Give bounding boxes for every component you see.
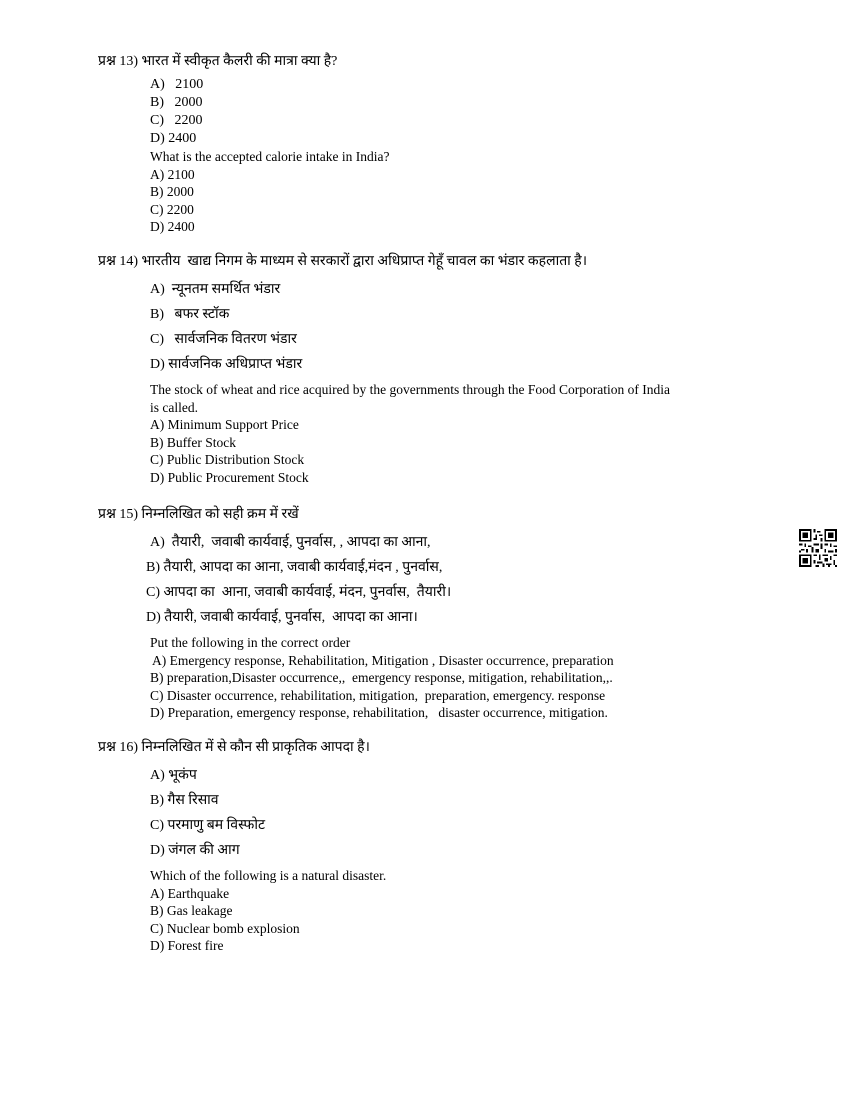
q16-english-question: Which of the following is a natural disaster. — [150, 868, 387, 883]
q15-english-option-b: B) preparation,Disaster occurrence,, emergency response, mitigation, rehabilitation,,. — [150, 670, 613, 686]
q14-hindi-option-a: A) न्यूनतम समर्थित भंडार — [150, 282, 281, 297]
q13-english-option-c: C) 2200 — [150, 201, 194, 217]
q13-hindi-option-c: C) 2200 — [150, 113, 203, 128]
q14-english-option-c: C) Public Distribution Stock — [150, 452, 305, 468]
q15-english-option-d: D) Preparation, emergency response, rehabilitation, disaster occurrence, mitigation. — [150, 705, 608, 721]
question-16 — [98, 739, 818, 955]
question-14-english — [150, 381, 818, 487]
question-15-hindi: प्रश्न 15) निम्नलिखित को सही क्रम में रखें — [98, 507, 299, 522]
q13-english-question: What is the accepted calorie intake in India? — [150, 149, 390, 164]
question-13-hindi: प्रश्न 13) भारत में स्वीकृत कैलरी की मात्रा क्या है? — [98, 54, 338, 69]
q13-hindi-option-b: B) 2000 — [150, 95, 203, 110]
q14-hindi-option-c: C) सार्वजनिक वितरण भंडार — [150, 332, 297, 347]
question-13-hindi-options — [150, 76, 818, 148]
q14-english-option-a: A) Minimum Support Price — [150, 417, 299, 433]
q13-hindi-option-d: D) 2400 — [150, 131, 197, 146]
q14-hindi-option-d: D) सार्वजनिक अधिप्राप्त भंडार — [150, 357, 303, 372]
question-16-hindi-options — [150, 763, 818, 863]
q16-english-option-b: B) Gas leakage — [150, 903, 233, 919]
question-13-english — [150, 148, 818, 236]
q16-hindi-option-a: A) भूकंप — [150, 768, 197, 783]
q16-hindi-option-b: B) गैस रिसाव — [150, 793, 219, 808]
question-15-hindi-options — [146, 530, 818, 630]
q14-hindi-option-b: B) बफर स्टॉक — [150, 307, 230, 322]
q15-hindi-option-b: B) तैयारी, आपदा का आना, जवाबी कार्यवाई,मंदन , पुनर्वास, — [146, 560, 443, 575]
q16-english-option-d: D) Forest fire — [150, 938, 224, 954]
question-16-hindi: प्रश्न 16) निम्नलिखित में से कौन सी प्राकृतिक आपदा है। — [98, 740, 370, 755]
q16-english-option-a: A) Earthquake — [150, 885, 230, 901]
q15-english-question: Put the following in the correct order — [150, 635, 351, 650]
q16-english-option-c: C) Nuclear bomb explosion — [150, 920, 300, 936]
q15-english-option-a: A) Emergency response, Rehabilitation, Mitigation , Disaster occurrence, preparation — [152, 652, 614, 668]
question-16-english — [150, 867, 818, 955]
q14-english-option-d: D) Public Procurement Stock — [150, 469, 309, 485]
q13-english-option-b: B) 2000 — [150, 184, 194, 200]
q13-english-option-d: D) 2400 — [150, 219, 195, 235]
q15-hindi-option-a: A) तैयारी, जवाबी कार्यवाई, पुनर्वास, , आपदा का आना, — [150, 535, 431, 550]
q16-hindi-option-d: D) जंगल की आग — [150, 843, 240, 858]
question-14-hindi: प्रश्न 14) भारतीय खाद्य निगम के माध्यम से सरकारों द्वारा अधिप्राप्त गेहूँ चावल का भंडार कहलाता है। — [98, 254, 588, 269]
q14-english-question-line-2: is called. — [150, 399, 198, 415]
q15-hindi-option-c: C) आपदा का आना, जवाबी कार्यवाई, मंदन, पुनर्वास, तैयारी। — [146, 585, 452, 600]
question-14 — [98, 253, 818, 487]
q15-hindi-option-d: D) तैयारी, जवाबी कार्यवाई, पुनर्वास, आपदा का आना। — [146, 610, 418, 625]
q16-hindi-option-c: C) परमाणु बम विस्फोट — [150, 818, 265, 833]
question-14-hindi-options — [150, 277, 818, 377]
question-15-english — [150, 634, 818, 722]
q14-english-option-b: B) Buffer Stock — [150, 434, 236, 450]
q15-english-option-c: C) Disaster occurrence, rehabilitation, mitigation, preparation, emergency. response — [150, 687, 606, 703]
q14-english-question-line-1: The stock of wheat and rice acquired by the governments through the Food Corporation of India — [150, 382, 670, 397]
question-13 — [98, 53, 818, 236]
q13-hindi-option-a: A) 2100 — [150, 77, 204, 92]
q13-english-option-a: A) 2100 — [150, 166, 195, 182]
qr-code-icon — [799, 529, 837, 567]
question-15 — [98, 506, 818, 722]
